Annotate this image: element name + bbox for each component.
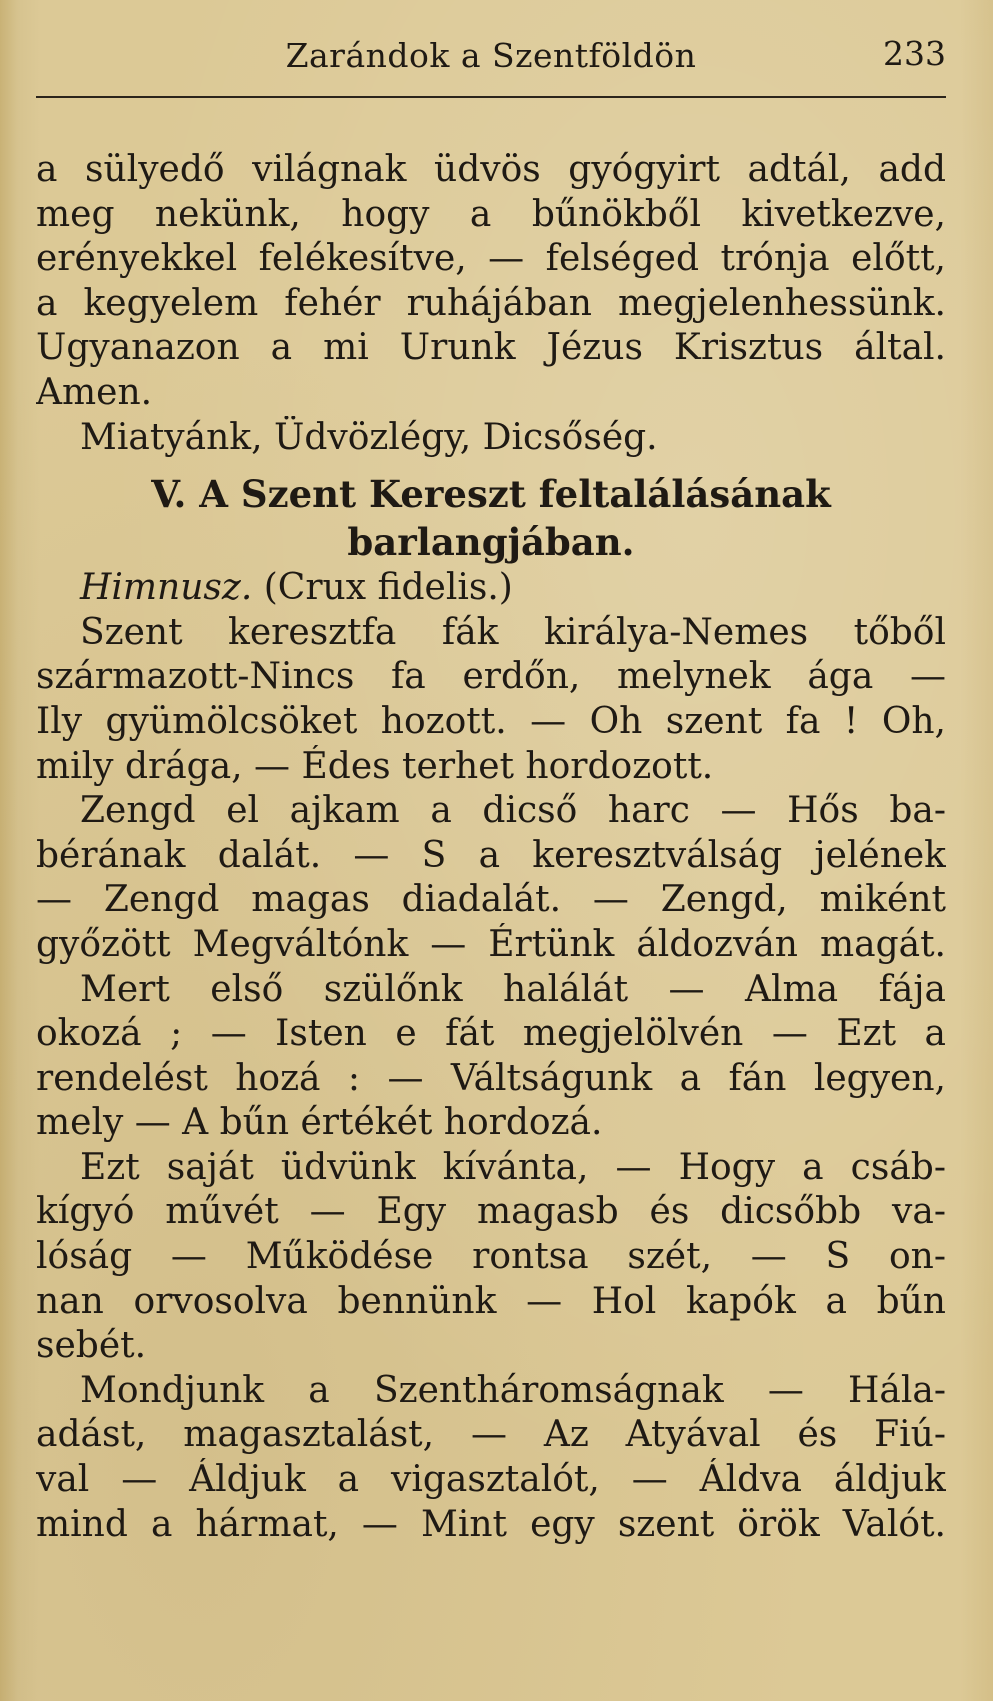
text-line: Szent keresztfa fák királya-Nemes tőből — [80, 611, 946, 653]
hymn-stanza-1 — [36, 611, 946, 789]
text-line: lóság — Működése rontsa szét, — S on- — [36, 1236, 946, 1278]
text-line: rendelést hozá : — Váltságunk a fán legyen, — [36, 1057, 946, 1099]
page-header — [36, 32, 946, 96]
text-line: kígyó művét — Egy magasb és dicsőbb va- — [36, 1191, 946, 1233]
text-line: val — Áldjuk a vigasztalót, — Áldva áldjuk — [36, 1459, 946, 1501]
text-line: erényekkel felékesítve, — felséged trónja előtt, — [36, 238, 946, 280]
closing-prayers: Miatyánk, Üdvözlégy, Dicsőség. — [80, 416, 658, 458]
text-line: Mondjunk a Szentháromságnak — Hála- — [80, 1369, 946, 1411]
text-line: sebét. — [36, 1325, 147, 1367]
text-line: meg nekünk, hogy a bűnökből kivetkezve, — [36, 193, 946, 235]
text-line: mind a hármat, — Mint egy szent örök Valót. — [36, 1503, 946, 1545]
hymn-stanza-4 — [36, 1146, 946, 1369]
text-line: okozá ; — Isten e fát megjelölvén — Ezt a — [36, 1013, 946, 1055]
text-line: — Zengd magas diadalát. — Zengd, miként — [36, 879, 946, 921]
section-heading-line-2: barlangjában. — [347, 520, 635, 565]
text-line: bérának dalát. — S a keresztválság jelének — [36, 834, 946, 876]
text-line: mily drága, — Édes terhet hordozott. — [36, 745, 714, 787]
text-line: mely — A bűn értékét hordozá. — [36, 1102, 603, 1144]
header-rule — [36, 96, 946, 98]
text-line: Amen. — [36, 371, 153, 413]
text-line: Ily gyümölcsöket hozott. — Oh szent fa ! Oh, — [36, 700, 946, 742]
text-line: a kegyelem fehér ruhájában megjelenhessünk. — [36, 282, 946, 324]
text-line: Ezt saját üdvünk kívánta, — Hogy a csáb- — [80, 1146, 946, 1188]
text-line: Ugyanazon a mi Urunk Jézus Krisztus által. — [36, 327, 946, 369]
text-line: a sülyedő világnak üdvös gyógyirt adtál, add — [36, 149, 946, 190]
running-title: Zarándok a Szentföldön — [285, 36, 697, 75]
text-line: Mert első szülőnk halálát — Alma fája — [80, 968, 946, 1010]
text-line: adást, magasztalást, — Az Atyával és Fiú- — [36, 1414, 946, 1456]
text-line: nan orvosolva bennünk — Hol kapók a bűn — [36, 1280, 946, 1322]
hymn-stanza-2 — [36, 789, 946, 967]
page-body — [36, 148, 946, 1547]
text-line: Zengd el ajkam a dicső harc — Hős ba- — [80, 790, 946, 832]
prayer-ending — [36, 148, 946, 460]
hymn-stanza-5 — [36, 1369, 946, 1547]
hymn-stanza-3 — [36, 968, 946, 1146]
text-line: származott-Nincs fa erdőn, melynek ága — — [36, 656, 946, 698]
hymn-title — [36, 566, 946, 611]
hymn-label: Himnusz. — [80, 567, 253, 609]
page-number: 233 — [883, 34, 946, 73]
hymn-source: (Crux fidelis.) — [252, 567, 513, 609]
text-line: győzött Megváltónk — Értünk áldozván magát. — [36, 923, 946, 965]
section-heading-line-1: V. A Szent Kereszt feltalálásának — [151, 472, 831, 517]
